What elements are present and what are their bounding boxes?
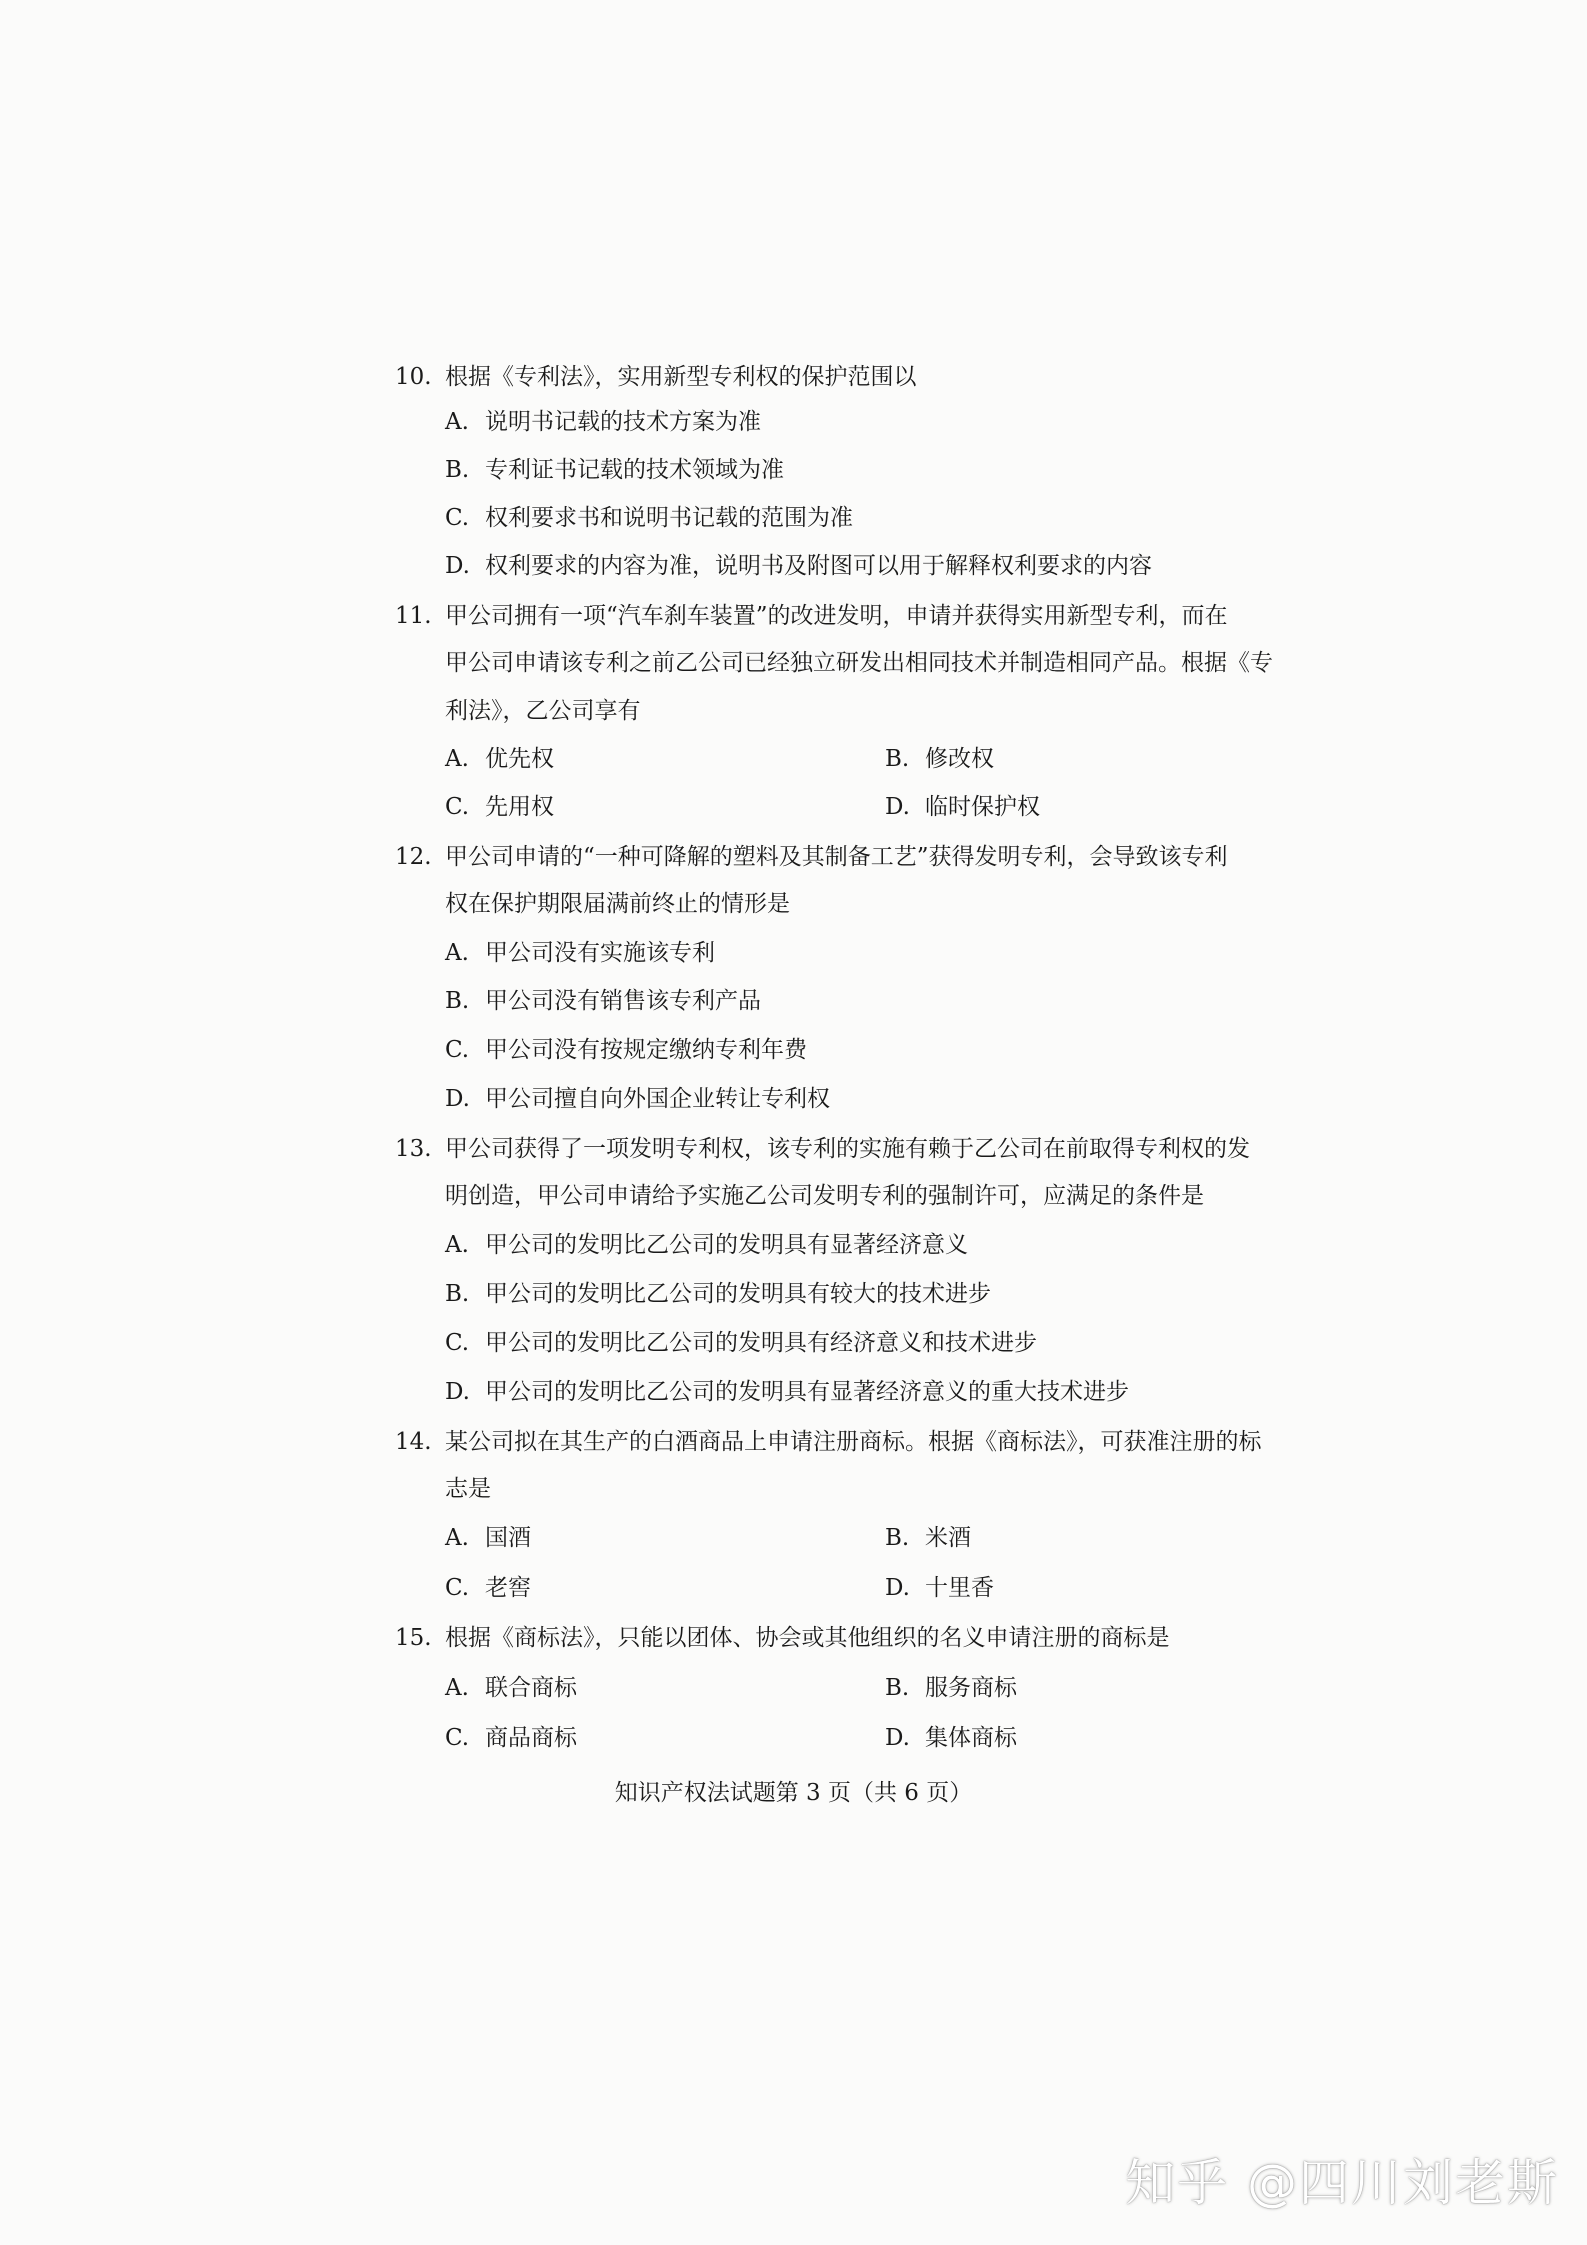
- question-text-line: 利法》，乙公司享有: [445, 698, 641, 724]
- option-b: B. 修改权: [885, 746, 994, 772]
- option-a: A. 联合商标: [445, 1675, 577, 1701]
- option-c: C. 老窖: [445, 1575, 531, 1601]
- option-a: A. 甲公司没有实施该专利: [445, 940, 715, 966]
- question-13: [395, 1125, 1250, 1173]
- option-b: B. 甲公司没有销售该专利产品: [445, 988, 761, 1014]
- question-text: 甲公司拥有一项“汽车刹车装置”的改进发明，申请并获得实用新型专利，而在: [445, 603, 1228, 629]
- option-d: D. 甲公司的发明比乙公司的发明具有显著经济意义的重大技术进步: [445, 1379, 1129, 1405]
- watermark: 知乎 @四川刘老斯: [1125, 2154, 1559, 2212]
- question-number: 15.: [395, 1625, 432, 1651]
- question-number: 12.: [395, 844, 432, 870]
- option-b: B. 米酒: [885, 1525, 971, 1551]
- option-c: C. 权利要求书和说明书记载的范围为准: [445, 505, 853, 531]
- question-text-line: 权在保护期限届满前终止的情形是: [445, 891, 790, 917]
- question-text: 根据《专利法》，实用新型专利权的保护范围以: [445, 364, 917, 390]
- option-d: D. 十里香: [885, 1575, 994, 1601]
- option-d: D. 临时保护权: [885, 794, 1040, 820]
- question-11: [395, 592, 1228, 640]
- option-a: A. 说明书记载的技术方案为准: [445, 409, 761, 435]
- option-b: B. 服务商标: [885, 1675, 1017, 1701]
- option-d: D. 甲公司擅自向外国企业转让专利权: [445, 1086, 830, 1112]
- question-text-line: 明创造，甲公司申请给予实施乙公司发明专利的强制许可，应满足的条件是: [445, 1183, 1204, 1209]
- page-footer: 知识产权法试题第 3 页（共 6 页）: [614, 1780, 973, 1806]
- question-text: 根据《商标法》，只能以团体、协会或其他组织的名义申请注册的商标是: [445, 1625, 1170, 1651]
- option-b: B. 专利证书记载的技术领域为准: [445, 457, 784, 483]
- question-15: [395, 1614, 1170, 1662]
- question-text: 甲公司获得了一项发明专利权，该专利的实施有赖于乙公司在前取得专利权的发: [445, 1136, 1250, 1162]
- option-a: A. 甲公司的发明比乙公司的发明具有显著经济意义: [445, 1232, 968, 1258]
- question-number: 10.: [395, 364, 432, 390]
- option-a: A. 国酒: [445, 1525, 531, 1551]
- option-c: C. 甲公司的发明比乙公司的发明具有经济意义和技术进步: [445, 1330, 1037, 1356]
- question-text-line: 甲公司申请该专利之前乙公司已经独立研发出相同技术并制造相同产品。根据《专: [445, 650, 1273, 676]
- question-text: 甲公司申请的“一种可降解的塑料及其制备工艺”获得发明专利，会导致该专利: [445, 844, 1228, 870]
- question-12: [395, 833, 1228, 881]
- option-a: A. 优先权: [445, 746, 554, 772]
- question-text-line: 志是: [445, 1476, 491, 1502]
- question-14: [395, 1418, 1262, 1466]
- question-text: 某公司拟在其生产的白酒商品上申请注册商标。根据《商标法》，可获准注册的标: [445, 1429, 1262, 1455]
- question-10: [395, 353, 917, 401]
- option-c: C. 先用权: [445, 794, 554, 820]
- option-d: D. 集体商标: [885, 1725, 1017, 1751]
- option-c: C. 商品商标: [445, 1725, 577, 1751]
- option-c: C. 甲公司没有按规定缴纳专利年费: [445, 1037, 807, 1063]
- option-d: D. 权利要求的内容为准，说明书及附图可以用于解释权利要求的内容: [445, 553, 1152, 579]
- question-number: 14.: [395, 1429, 432, 1455]
- question-number: 11.: [395, 603, 432, 629]
- option-b: B. 甲公司的发明比乙公司的发明具有较大的技术进步: [445, 1281, 991, 1307]
- question-number: 13.: [395, 1136, 432, 1162]
